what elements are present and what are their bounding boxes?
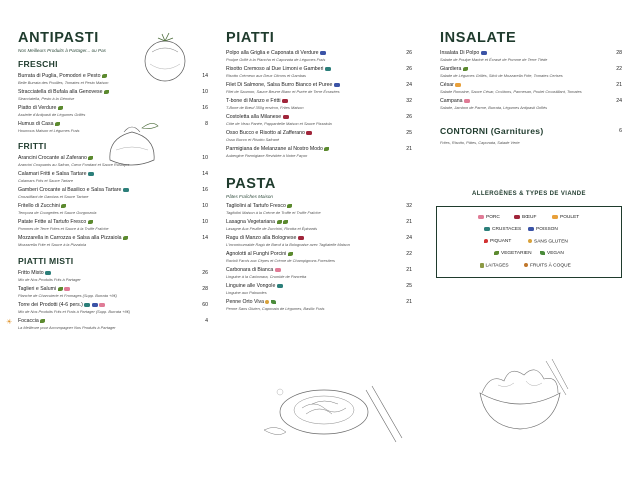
vegan-icon: [540, 251, 545, 255]
menu-item-name: [18, 171, 208, 177]
menu-item-desc: L'incontournable Ragù de Bœuf à la Bolognaise avec Tagliatelle Maison: [226, 241, 350, 247]
menu-item-price: 22: [616, 66, 622, 73]
fish-icon: [92, 303, 98, 307]
menu-item: [440, 66, 622, 78]
beef-icon: [282, 99, 288, 103]
menu-item-name-text: Insalata Di Polpo: [440, 50, 480, 57]
menu-item-name: [440, 82, 622, 88]
legend-item-label: BŒUF: [522, 215, 537, 221]
menu-item-desc: Planche de Charcuterie et Fromages (Supp. Burrata +6€): [18, 292, 117, 298]
menu-item-name: [226, 114, 412, 120]
menu-item-name: [18, 89, 208, 95]
menu-item-name-text: Giardiera: [440, 66, 462, 73]
menu-item-price: 16: [202, 187, 208, 194]
menu-item-desc: Pommes de Terre Frites et Sauce à la Truffe Fraîche: [18, 225, 109, 231]
menu-item-name: [226, 235, 412, 241]
menu-item-name-text: Mozzarella in Carrozza e Salsa alla Pizzaiola: [18, 235, 122, 242]
menu-item: [18, 203, 208, 215]
veg-icon: [494, 251, 499, 255]
menu-item-name-text: Costoletta alla Milanese: [226, 114, 282, 121]
menu-item-price: 21: [406, 219, 412, 226]
menu-item: [440, 50, 622, 62]
menu-item-name-text: Carbonara di Bianca: [226, 267, 274, 274]
menu-item-name: [440, 50, 622, 56]
menu-item-price: 10: [202, 155, 208, 162]
legend-item: [494, 251, 532, 256]
menu-item-name-text: Ragu di Manzo alla Bolognese: [226, 235, 297, 242]
menu-item-name-text: Taglieri e Salumi: [18, 286, 57, 293]
chicken-icon: [552, 215, 558, 219]
menu-item-desc: Tagliolini Maison à la Crème de Truffe et Truffe Fraîche: [226, 209, 321, 215]
legend-item: [514, 215, 536, 220]
veg-icon: [324, 147, 329, 151]
contorni-item: [440, 126, 622, 145]
menu-item: [226, 146, 412, 158]
menu-item-name-text: Polpo alla Griglia e Caponata di Verdure: [226, 50, 319, 57]
menu-item-desc: Filet de Saumon, Sauce Beurre Blanc et Purée de Terre Écrasées: [226, 88, 340, 94]
pork-icon: [64, 287, 70, 291]
menu-item-name: [18, 318, 208, 324]
menu-item-price: 28: [616, 50, 622, 57]
menu-item-price: 8: [205, 121, 208, 128]
crust-icon: [88, 172, 94, 176]
fish-icon: [481, 51, 487, 55]
veg-icon: [58, 287, 63, 291]
menu-item-desc: Poulpe Grillé à la Plancha et Caponata de Légumes Frais: [226, 56, 326, 62]
menu-item-desc: Croustillant de Gambas et Sauce Tartare: [18, 193, 89, 199]
veg-icon: [61, 204, 66, 208]
menu-item-desc: Mix de Nos Produits Frits à Partager: [18, 276, 81, 282]
legend-item: [480, 263, 509, 269]
menu-item-name-text: Focaccia: [18, 318, 39, 325]
menu-item-desc: Belle Burrata des Pouilles, Tomates et Pesto Maison: [18, 79, 109, 85]
menu-item-name-text: Filet Di Salmone, Salsa Burro Bianco et Puree: [226, 82, 333, 89]
menu-item-name-text: Fritto Misto: [18, 270, 44, 277]
menu-item-desc: Penne Sans Gluten, Caponata de Légumes, Basilic Frais: [226, 305, 325, 311]
legend-item-label: VEGAN: [547, 251, 564, 257]
menu-item-name: [18, 187, 208, 193]
crust-icon: [45, 271, 51, 275]
menu-item-price: 22: [406, 251, 412, 258]
vegan-icon: [271, 300, 276, 304]
legend-item: [478, 215, 500, 220]
menu-item-price: 14: [202, 171, 208, 178]
veg-icon: [88, 220, 93, 224]
menu-item-price: 28: [202, 286, 208, 293]
menu-item-price: 14: [202, 73, 208, 80]
menu-item-desc: T-Bone de Bœuf 350g environ, Frites Maison: [226, 104, 304, 110]
menu-item: [226, 251, 412, 263]
menu-item-name: [226, 283, 412, 289]
menu-item: [18, 219, 208, 231]
menu-item-desc: Salade Romaine, Sauce César, Croûtons, Parmesan, Poulet Croustillant, Tomates: [440, 88, 582, 94]
pasta-subtitle: Pâtes Fraîches Maison: [226, 193, 273, 199]
menu-item: [226, 219, 412, 231]
menu-item-price: 32: [406, 98, 412, 105]
tomato-drawing-icon: [138, 28, 192, 86]
veg-icon: [123, 236, 128, 240]
crust-icon: [277, 284, 283, 288]
piatti-list: [226, 50, 412, 158]
piatti-misti-list: [6, 270, 208, 330]
menu-item-name: [18, 270, 208, 276]
veg-icon: [40, 319, 45, 323]
menu-item: [226, 66, 412, 78]
menu-item-name-text: César: [440, 82, 454, 89]
menu-item-name: [226, 203, 412, 209]
veg-icon: [283, 220, 288, 224]
legend-item-label: CRUSTACES: [492, 227, 522, 233]
menu-item-price: 21: [406, 267, 412, 274]
menu-item-name: [226, 50, 412, 56]
freschi-title: FRESCHI: [18, 59, 58, 69]
menu-item-name-text: Penne Orto Viva: [226, 299, 264, 306]
menu-item-name-text: Piatto di Verdure: [18, 105, 57, 112]
legend-item-label: SANS GLUTEN: [534, 239, 568, 245]
menu-item: [226, 130, 412, 142]
legend-item-label: VEGETARIEN: [501, 251, 532, 257]
legend-item-label: LAITAGES: [485, 263, 509, 269]
menu-item-name-text: Calamari Fritti e Salsa Tartare: [18, 171, 87, 178]
menu-item-name: [18, 286, 208, 292]
menu-item-name: [440, 66, 622, 72]
menu-item: [226, 98, 412, 110]
menu-item: [18, 286, 208, 298]
spicy-icon: [484, 239, 488, 243]
menu-item: [18, 187, 208, 199]
menu-item-desc: Assiette d'Antipasti de Légumes Grillés: [18, 111, 86, 117]
veg-icon: [288, 252, 293, 256]
menu-item-price: 24: [406, 235, 412, 242]
pork-icon: [478, 215, 484, 219]
crust-icon: [84, 303, 90, 307]
menu-item-desc: Mix de Nos Produits Frits et Frais à Partager (Supp. Burrata +6€): [18, 308, 131, 314]
menu-item-price: 25: [406, 130, 412, 137]
pork-icon: [464, 99, 470, 103]
contorni-price: 6: [619, 127, 622, 134]
legend-item-label: POISSON: [536, 227, 558, 233]
menu-item-name-text: Burrata di Puglia, Pomodori e Pesto: [18, 73, 101, 80]
menu-item: [226, 299, 412, 311]
menu-item-name: [226, 299, 412, 305]
menu-item: [226, 203, 412, 215]
menu-item-name-text: Osso Bucco e Risotto al Zafferano: [226, 130, 305, 137]
menu-item-price: 24: [616, 98, 622, 105]
menu-item: [6, 318, 208, 330]
menu-item-price: 14: [202, 235, 208, 242]
veg-icon: [104, 90, 109, 94]
menu-item-name-text: Campana: [440, 98, 463, 105]
legend-item: [528, 227, 558, 232]
menu-item-price: 24: [406, 82, 412, 89]
menu-item-desc: Osso Bucco et Risotto Safrané: [226, 136, 280, 142]
pasta-title: PASTA: [226, 175, 276, 192]
menu-item: [226, 235, 412, 247]
antipasti-title: ANTIPASTI: [18, 30, 99, 46]
veg-icon: [287, 204, 292, 208]
pasta-list: [226, 203, 412, 311]
menu-item-name-text: Agnolotti al Funghi Porcini: [226, 251, 287, 258]
menu-item: [18, 105, 208, 117]
pasta-plate-drawing-icon: [262, 372, 412, 448]
burrata-drawing-icon: [102, 120, 162, 172]
fritti-title: FRITTI: [18, 140, 47, 151]
nut-icon: [524, 263, 528, 267]
legend-item: [484, 227, 521, 232]
menu-item-desc: Risotto Crémeux aux Deux Citrons et Gambas: [226, 72, 307, 78]
menu-item-desc: Arancini Croquants au Safran, Cœur Fondant et Sauce Rustique: [18, 161, 130, 167]
legend-item-label: FRUITS À COQUE: [530, 263, 571, 269]
menu-item-name: [18, 235, 208, 241]
menu-item-desc: Salade de Légumes Grillés, Stick de Mozzarella Frite, Tomates Cerises: [440, 72, 563, 78]
fish-icon: [320, 51, 326, 55]
menu-item-price: 10: [202, 219, 208, 226]
menu-item-name-text: T-bone di Manzo e Fritti: [226, 98, 281, 105]
legend-item-label: PORC: [486, 215, 500, 221]
menu-item: [226, 267, 412, 279]
veg-icon: [55, 122, 60, 126]
menu-item-price: 10: [202, 203, 208, 210]
menu-item-name-text: Linguine alle Vongole: [226, 283, 276, 290]
legend-item: [524, 263, 571, 268]
antipasti-subtitle: Nos Meilleurs Produits à Partager... ou Pas: [18, 48, 106, 53]
menu-item-desc: Calamars Frits et Sauce Tartare: [18, 177, 73, 183]
dairy-icon: [480, 263, 484, 268]
menu-item-price: 21: [616, 82, 622, 89]
chicken-icon: [455, 83, 461, 87]
legend-item: [528, 239, 568, 244]
menu-item-name-text: Tagliolini al Tartufo Fresco: [226, 203, 286, 210]
fish-icon: [528, 227, 534, 231]
menu-item-name: [226, 146, 412, 152]
insalate-title: INSALATE: [440, 30, 517, 46]
menu-item-name-text: Arancini Crocante al Zaferano: [18, 155, 87, 162]
insalate-column: [440, 30, 622, 145]
menu-item: [18, 171, 208, 183]
menu-item-desc: Stracciatella, Pesto à la Génoise: [18, 95, 75, 101]
veg-icon: [463, 67, 468, 71]
menu-item-price: 26: [406, 114, 412, 121]
menu-item-price: 10: [202, 89, 208, 96]
salad-bowl-drawing-icon: [470, 355, 570, 435]
menu-item-price: 26: [202, 270, 208, 277]
veg-icon: [88, 156, 93, 160]
piatti-title: PIATTI: [226, 30, 275, 46]
legend-item-label: POULET: [560, 215, 580, 221]
menu-item-name-text: Torre dei Prodotti (4-6 pers.): [18, 302, 83, 309]
menu-item-name: [226, 98, 412, 104]
menu-item-desc: Côte de Veau Panée, Pappardelle Maison et Sauce Pizzaiola: [226, 120, 332, 126]
menu-item-name-text: Fritello di Zucchini: [18, 203, 60, 210]
menu-item-price: 25: [406, 283, 412, 290]
menu-item: [440, 82, 622, 94]
insalate-list: [440, 50, 622, 110]
menu-item-name: [226, 66, 412, 72]
menu-item-desc: Linguine à la Carbonara, Crumble de Pancetta: [226, 273, 307, 279]
menu-item-name-text: Patate Fritte al Tartufo Fresco: [18, 219, 87, 226]
contorni-title: CONTORNI (Garnitures): [440, 125, 544, 136]
beef-icon: [514, 215, 520, 219]
veg-icon: [277, 220, 282, 224]
menu-item-price: 21: [406, 146, 412, 153]
menu-item-name-text: Parmigiana de Melanzane al Nostro Modo: [226, 146, 323, 153]
menu-item-desc: Houmous Maison et Légumes Frais: [18, 127, 80, 133]
legend-item: [552, 215, 579, 220]
piatti-misti-title: PIATTI MISTI: [18, 255, 74, 266]
menu-item-desc: Aubergine Parmigiane Revisitée à Notre Façon: [226, 152, 308, 158]
legend-item: [540, 251, 564, 256]
beef-icon: [298, 236, 304, 240]
menu-item-price: 32: [406, 203, 412, 210]
menu-item-name-text: Humus di Casa: [18, 121, 54, 128]
contorni-desc: Frites, Risotto, Pâtes, Caponata, Salade Verte: [440, 139, 520, 145]
pork-icon: [99, 303, 105, 307]
menu-item-desc: Ravioli Farcis aux Cèpes et Crème de Champignons Forestiers: [226, 257, 335, 263]
menu-item: [226, 114, 412, 126]
menu-item-price: 21: [406, 299, 412, 306]
crust-icon: [484, 227, 490, 231]
menu-item: [226, 50, 412, 62]
menu-item-name: [18, 105, 208, 111]
legend-title: ALLERGÈNES & TYPES DE VIANDE: [472, 191, 586, 197]
menu-item-price: 4: [205, 318, 208, 325]
beef-icon: [306, 131, 312, 135]
menu-item-name-text: Lasagna Vegetariana: [226, 219, 276, 226]
veg-icon: [58, 106, 63, 110]
menu-item: [18, 302, 208, 314]
menu-item-desc: Linguine aux Palourdes: [226, 289, 267, 295]
menu-item: [18, 89, 208, 101]
menu-item-name: [226, 130, 412, 136]
menu-item-name-text: Stracciatella di Bufala alla Genovese: [18, 89, 103, 96]
menu-item-name: [226, 219, 412, 225]
menu-item-name: [440, 98, 622, 104]
crust-icon: [123, 188, 129, 192]
menu-item-desc: La Meilleure pour Accompagner Nos Produits à Partager: [18, 324, 116, 330]
veg-icon: [102, 74, 107, 78]
gluten-icon: [265, 300, 269, 304]
gluten-icon: [528, 239, 532, 243]
menu-item-name: [18, 302, 208, 308]
menu-item: [18, 235, 208, 247]
menu-item-desc: Lasagne Aux Feuille de Zucchini, Ricotta et Épinards: [226, 225, 318, 231]
legend-item-label: PIQUANT: [490, 239, 512, 245]
crust-icon: [325, 67, 331, 71]
menu-item-desc: Tempura de Courgettes et Sauce Gorgonzola: [18, 209, 97, 215]
menu-item-name: [226, 251, 412, 257]
menu-item: [440, 98, 622, 110]
menu-item-desc: Mozzarella Frite et Sauce à la Pizzaiola: [18, 241, 87, 247]
menu-item-price: 26: [406, 66, 412, 73]
menu-item: [226, 283, 412, 295]
menu-item-desc: Salade de Poulpe Mariné et Écrasé de Pomme de Terre Tiède: [440, 56, 548, 62]
fish-icon: [334, 83, 340, 87]
sun-icon: ☀: [6, 318, 13, 326]
menu-item-price: 60: [202, 302, 208, 309]
menu-item-price: 26: [406, 50, 412, 57]
pork-icon: [275, 268, 281, 272]
menu-item-name: [226, 82, 412, 88]
menu-item-name: [18, 219, 208, 225]
menu-item: [226, 82, 412, 94]
piatti-column: [226, 30, 412, 311]
menu-item-name: [226, 267, 412, 273]
menu-item-desc: Salade, Jambon de Parme, Burrata, Légumes Antipasti Grillés: [440, 104, 548, 110]
menu-item: [18, 270, 208, 282]
legend-item: [484, 239, 511, 244]
beef-icon: [283, 115, 289, 119]
menu-item-name-text: Risotto Cremoso al Due Limoni e Gamberi: [226, 66, 324, 73]
menu-item-name-text: Gamberi Crocante al Basilico e Salsa Tartare: [18, 187, 122, 194]
menu-item-name: [18, 203, 208, 209]
menu-item-price: 16: [202, 105, 208, 112]
